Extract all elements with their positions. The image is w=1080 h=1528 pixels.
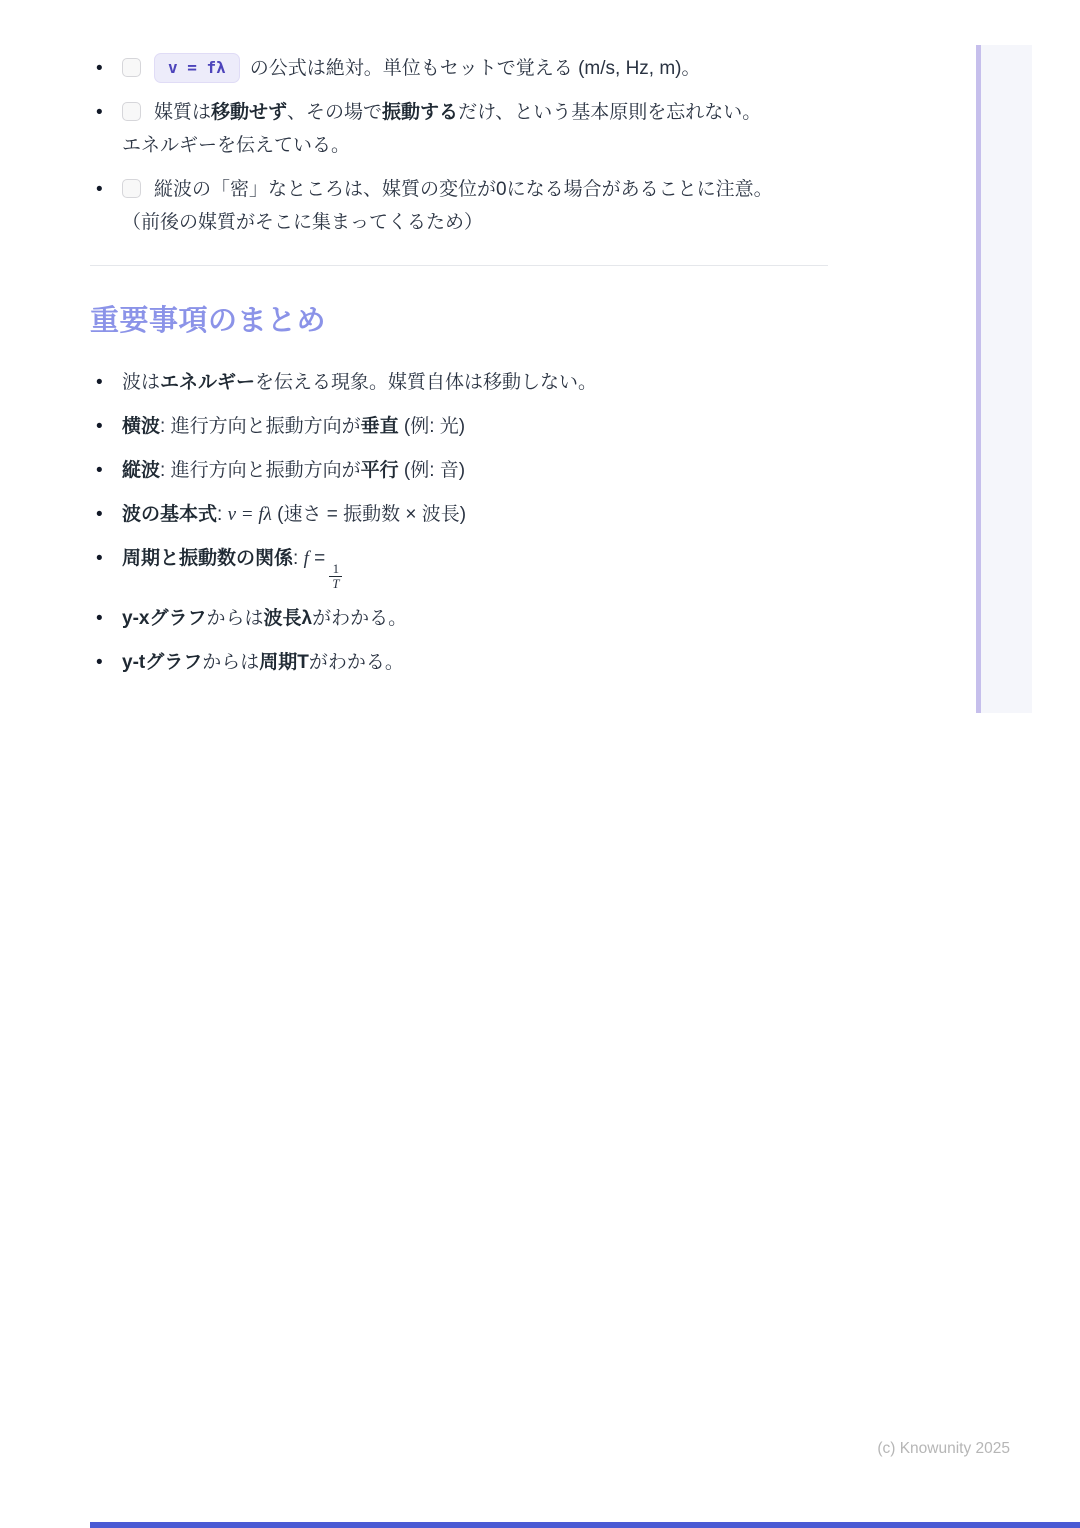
checklist-text: 媒質は	[154, 102, 212, 123]
equals-sign: =	[314, 548, 326, 569]
bullet-icon: •	[96, 372, 103, 393]
summary-item	[90, 603, 832, 635]
formula-chip: v = fλ	[154, 53, 240, 83]
summary-list	[90, 367, 832, 679]
summary-text: : 進行方向と振動方向が	[160, 416, 361, 437]
formula-inline: v = fλ	[227, 504, 272, 525]
summary-item	[90, 647, 832, 679]
checklist-text-bold: 移動せず	[211, 102, 288, 123]
summary-text-bold: 横波	[122, 416, 161, 437]
summary-text: :	[293, 548, 304, 569]
bullet-icon: •	[96, 416, 103, 437]
checklist-text: （前後の媒質がそこに集まってくるため）	[122, 212, 484, 233]
checklist-text: エネルギーを伝えている。	[122, 135, 351, 156]
summary-heading: 重要事項のまとめ	[90, 305, 327, 337]
note-content	[90, 52, 832, 691]
checkbox[interactable]	[122, 58, 141, 77]
bullet-icon: •	[96, 652, 103, 673]
checklist-item	[90, 173, 832, 239]
summary-text-bold: 波の基本式	[122, 504, 218, 525]
checklist-text: 縦波の「密」なところは、媒質の変位が0になる場合があることに注意。	[154, 179, 773, 200]
summary-text-bold: 平行	[360, 460, 399, 481]
summary-item	[90, 411, 832, 443]
checklist-text: の公式は絶対。単位もセットで覚える (m/s, Hz, m)。	[249, 58, 701, 79]
checklist-text-bold: 振動する	[382, 102, 459, 123]
bullet-icon: •	[96, 504, 103, 525]
summary-item	[90, 543, 832, 591]
summary-text-bold: 波長λ	[263, 608, 313, 629]
checklist-item	[90, 52, 832, 85]
section-divider	[90, 265, 828, 266]
summary-text-bold: 縦波	[122, 460, 161, 481]
summary-text: がわかる。	[308, 652, 404, 673]
bullet-icon: •	[96, 58, 103, 79]
summary-text-bold: 周期T	[259, 652, 309, 673]
summary-text: からは	[206, 608, 264, 629]
summary-text-bold: 垂直	[360, 416, 399, 437]
summary-text: (速さ = 振動数 × 波長)	[271, 504, 467, 525]
summary-text: 波は	[122, 372, 161, 393]
copyright-text: (c) Knowunity 2025	[877, 1440, 1010, 1457]
summary-item	[90, 499, 832, 531]
summary-text: (例: 光)	[398, 416, 466, 437]
summary-text: (例: 音)	[398, 460, 466, 481]
fraction-numerator: 1	[332, 561, 340, 576]
summary-item	[90, 455, 832, 487]
next-page-edge-preview[interactable]	[976, 45, 1032, 713]
summary-text-bold: エネルギー	[160, 372, 256, 393]
bullet-icon: •	[96, 548, 103, 569]
bullet-icon: •	[96, 179, 103, 200]
formula-variable: f	[303, 548, 309, 569]
summary-text: : 進行方向と振動方向が	[160, 460, 361, 481]
summary-text: を伝える現象。媒質自体は移動しない。	[255, 372, 598, 393]
fraction-denominator: T	[332, 576, 340, 591]
checklist-text: 、その場で	[287, 102, 383, 123]
checklist	[90, 52, 832, 239]
bullet-icon: •	[96, 460, 103, 481]
summary-text-bold: y-tグラフ	[122, 652, 203, 673]
summary-text: がわかる。	[312, 608, 408, 629]
summary-text: からは	[202, 652, 260, 673]
summary-text-bold: 周期と振動数の関係	[122, 548, 294, 569]
fraction	[329, 562, 342, 591]
checkbox[interactable]	[122, 102, 141, 121]
next-page-top-edge	[90, 1522, 1080, 1528]
bullet-icon: •	[96, 608, 103, 629]
checklist-item	[90, 96, 832, 162]
bullet-icon: •	[96, 102, 103, 123]
summary-text-bold: y-xグラフ	[122, 608, 207, 629]
summary-text: :	[217, 504, 228, 525]
summary-item	[90, 367, 832, 399]
checklist-text: だけ、という基本原則を忘れない。	[458, 102, 762, 123]
checkbox[interactable]	[122, 179, 141, 198]
